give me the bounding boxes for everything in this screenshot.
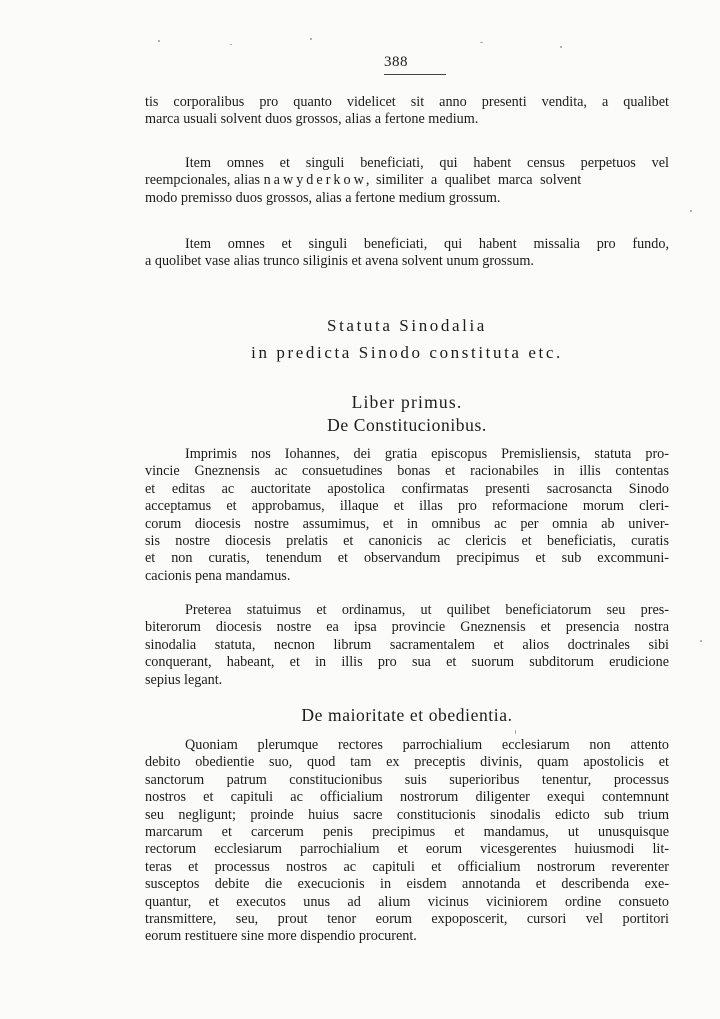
text-line: Item omnes et singuli beneficiati, qui habent census perpetuos vel: [185, 155, 669, 171]
paragraph-6: [145, 737, 669, 946]
heading-de-maioritate: De maioritate et obedientia.: [301, 705, 513, 725]
paragraph-5: [145, 602, 669, 689]
paragraph-2: [145, 155, 669, 207]
text-line: Quoniam plerumque rectores parrochialium ecclesiarum non attento: [185, 737, 669, 753]
text-line: acceptamus et approbamus, illaque et illas pro reformacione morum cleri-: [145, 498, 669, 515]
text-line: et editas ac auctoritate apostolica confirmatas presenti sacrosancta Sinodo: [145, 480, 669, 497]
scan-speck: [560, 46, 562, 48]
heading-de-constitucionibus: De Constitucionibus.: [327, 415, 487, 435]
text-line: et non curatis, tenendum et observandum precipimus et sub excommuni-: [145, 550, 669, 567]
scan-speck: [480, 42, 483, 43]
scan-speck: [310, 38, 312, 40]
text-line: sanctorum patrum constitucionibus suis superioribus tenentur, processus: [145, 771, 669, 788]
text-line: marcarum et carcerum penis precipimus et mandamus, ut unusquisque: [145, 823, 669, 840]
text-line: debito obedientie suo, quod tam ex preceptis divinis, quam apostolicis et: [145, 754, 669, 771]
page-number-rule: [384, 74, 446, 75]
text-line: seu negligunt; proinde huius sacre constitucionis sinodalis edicto sub trium: [145, 806, 669, 823]
spaced-term: nawyderkow,: [263, 172, 373, 189]
scan-speck: [230, 44, 232, 45]
text-line: corum diocesis nostre assumimus, et in omnibus ac per omnia ab univer-: [145, 515, 669, 532]
text-line: biterorum diocesis nostre ea ipsa provincie Gneznensis et presencia nostra: [145, 619, 669, 636]
text-line: a quolibet vase alias trunco siliginis et avena solvent unum grossum.: [145, 253, 534, 270]
text-line: Imprimis nos Iohannes, dei gratia episcopus Premisliensis, statuta pro-: [185, 446, 669, 462]
paragraph-1: [145, 94, 669, 129]
text-fragment: reempcionales, alias: [145, 172, 261, 189]
text-line: Item omnes et singuli beneficiati, qui habent missalia pro fundo,: [185, 236, 669, 252]
text-line: conquerant, habeant, et in illis pro sua et suorum subditorum erudicione: [145, 654, 669, 671]
text-line: [145, 172, 669, 189]
heading-statuta: Statuta Sinodalia: [327, 316, 487, 335]
text-line: cacionis pena mandamus.: [145, 567, 291, 584]
scan-speck: [515, 730, 516, 734]
text-line: sinodalia statuta, necnon librum sacramentalem et alios doctrinales sibi: [145, 636, 669, 653]
text-line: modo premisso duos grossos, alias a fertone medium grossum.: [145, 189, 501, 206]
heading-in-predicta: in predicta Sinodo constituta etc.: [251, 343, 563, 362]
text-line: sis nostre diocesis prelatis et canonicis ac clericis et beneficiatis, curatis: [145, 532, 669, 549]
text-line: transmittere, seu, prout tenor eorum expoposcerit, cursori vel portitori: [145, 910, 669, 927]
text-line: sepius legant.: [145, 671, 223, 688]
text-fragment: similiter a qualibet marca solvent: [376, 172, 582, 189]
text-line: tis corporalibus pro quanto videlicet sit anno presenti vendita, a qualibet: [145, 94, 669, 110]
scan-speck: [158, 40, 160, 42]
text-line: eorum restituere sine more dispendio procurent.: [145, 928, 417, 945]
scan-speck: [690, 210, 692, 212]
paragraph-4: [145, 446, 669, 585]
text-line: quantur, et executos unus ad alium vicinus viciniorem ordine consueto: [145, 893, 669, 910]
text-line: marca usuali solvent duos grossos, alias a fertone medium.: [145, 111, 479, 128]
text-line: nostros et capituli ac officialium nostrorum diligenter exequi contemnunt: [145, 789, 669, 806]
paragraph-3: [145, 236, 669, 271]
scan-speck: [700, 640, 702, 642]
heading-liber: Liber primus.: [351, 392, 463, 412]
page-number: 388: [384, 54, 408, 70]
text-line: teras et processus nostros ac capituli et officialium nostrorum reverenter: [145, 858, 669, 875]
text-line: rectorum ecclesiarum parrochialium et eorum vicesgerentes huiusmodi lit-: [145, 841, 669, 858]
text-line: susceptos debite die execucionis in eisdem annotanda et describenda exe-: [145, 876, 669, 893]
text-line: vincie Gneznensis ac consuetudines bonas et racionabiles in illis contentas: [145, 463, 669, 480]
text-line: Preterea statuimus et ordinamus, ut quilibet beneficiatorum seu pres-: [185, 602, 669, 618]
